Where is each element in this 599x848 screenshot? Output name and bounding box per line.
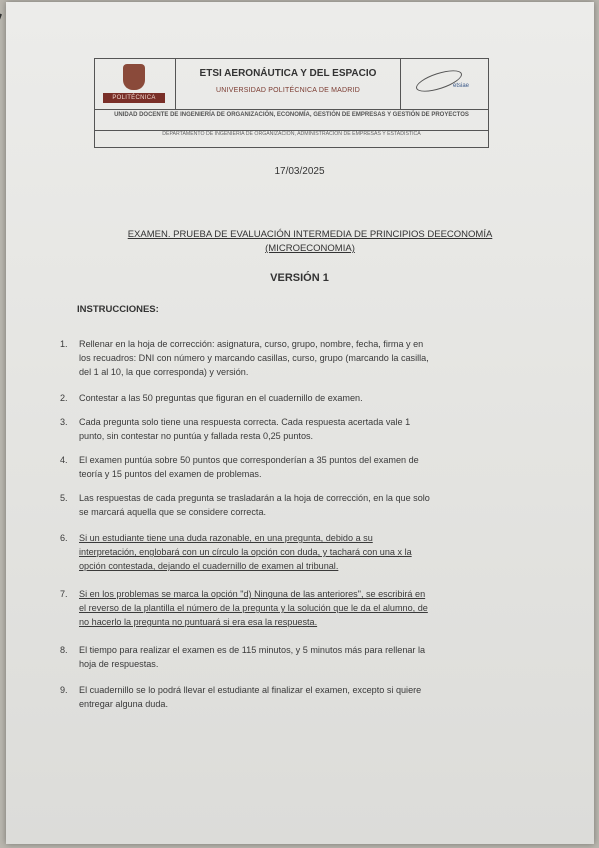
etsiae-logo-text: etsiae: [453, 83, 470, 89]
exam-title: [60, 228, 560, 256]
teaching-unit: UNIDAD DOCENTE DE INGENIERÍA DE ORGANIZACIÓN, ECONOMÍA, GESTIÓN DE EMPRESAS Y GESTIÓN DE PROYECTOS: [95, 109, 488, 131]
exam-title-line2: (MICROECONOMIA): [265, 243, 355, 254]
exam-date: 17/03/2025: [274, 166, 325, 177]
header-box: [94, 58, 489, 148]
exam-version: VERSIÓN 1: [270, 272, 329, 284]
department: DEPARTAMENTO DE INGENIERÍA DE ORGANIZACIÓN, ADMINISTRACIÓN DE EMPRESAS Y ESTADÍSTICA: [162, 131, 421, 137]
university-name: UNIVERSIDAD POLITÉCNICA DE MADRID: [216, 87, 360, 94]
upm-logo-text: POLITÉCNICA: [103, 93, 165, 103]
etsiae-logo: [400, 59, 489, 109]
school-title-block: [176, 59, 400, 109]
exam-title-line1: EXAMEN. PRUEBA DE EVALUACIÓN INTERMEDIA DE PRINCIPIOS DEECONOMÍA: [127, 229, 493, 240]
school-name: ETSI AERONÁUTICA Y DEL ESPACIO: [199, 68, 377, 79]
crest-icon: [123, 64, 145, 90]
upm-logo: [95, 59, 176, 109]
instructions-heading: INSTRUCCIONES:: [77, 304, 159, 315]
orbit-icon: [414, 66, 465, 96]
pen-mark: [0, 14, 2, 69]
